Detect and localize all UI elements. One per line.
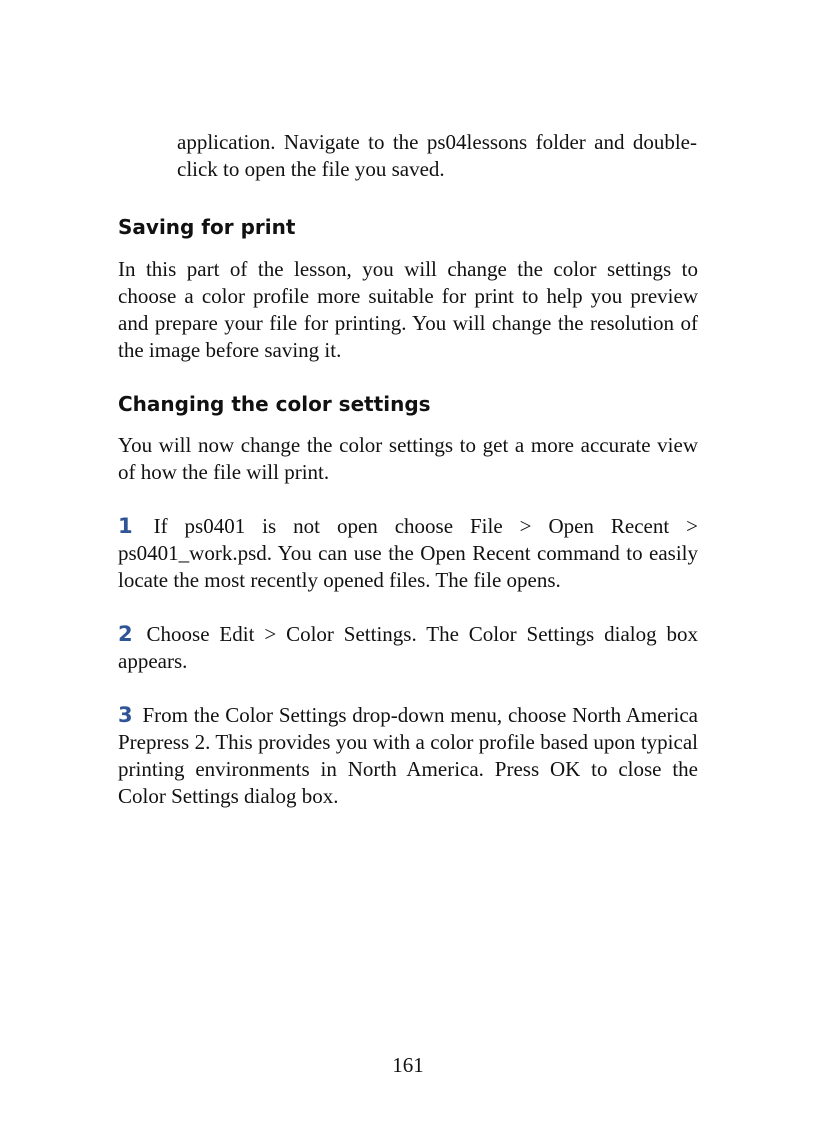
step-number-2: 2 <box>118 622 133 646</box>
section-heading-saving-for-print: Saving for print <box>118 215 296 239</box>
intro-paragraph: application. Navigate to the ps04lessons folder and double-click to open the file you saved. <box>177 130 697 181</box>
step-number-3: 3 <box>118 703 133 727</box>
step-1 <box>118 513 698 594</box>
section-body-changing-color-settings: You will now change the color settings to get a more accurate view of how the file will print. <box>118 433 698 484</box>
step-2 <box>118 621 698 675</box>
section-heading-changing-color-settings: Changing the color settings <box>118 392 431 416</box>
step-3 <box>118 702 698 810</box>
step-text-3: From the Color Settings drop-down menu, choose North America Prepress 2. This provides you with a color profile based upon typical printing environments in North America. Press OK to close the Color Settings dialog box. <box>118 703 699 808</box>
section-body-saving-for-print: In this part of the lesson, you will change the color settings to choose a color profile more suitable for print to help you preview and prepare your file for printing. You will change the resolution of the image before saving it. <box>118 257 698 362</box>
page-number: 161 <box>392 1053 424 1077</box>
step-number-1: 1 <box>118 514 133 538</box>
step-text-2: Choose Edit > Color Settings. The Color Settings dialog box appears. <box>118 622 699 673</box>
step-text-1: If ps0401 is not open choose File > Open Recent > ps0401_work.psd. You can use the Open Recent command to easily locate the most recently opened files. The file opens. <box>118 514 699 592</box>
